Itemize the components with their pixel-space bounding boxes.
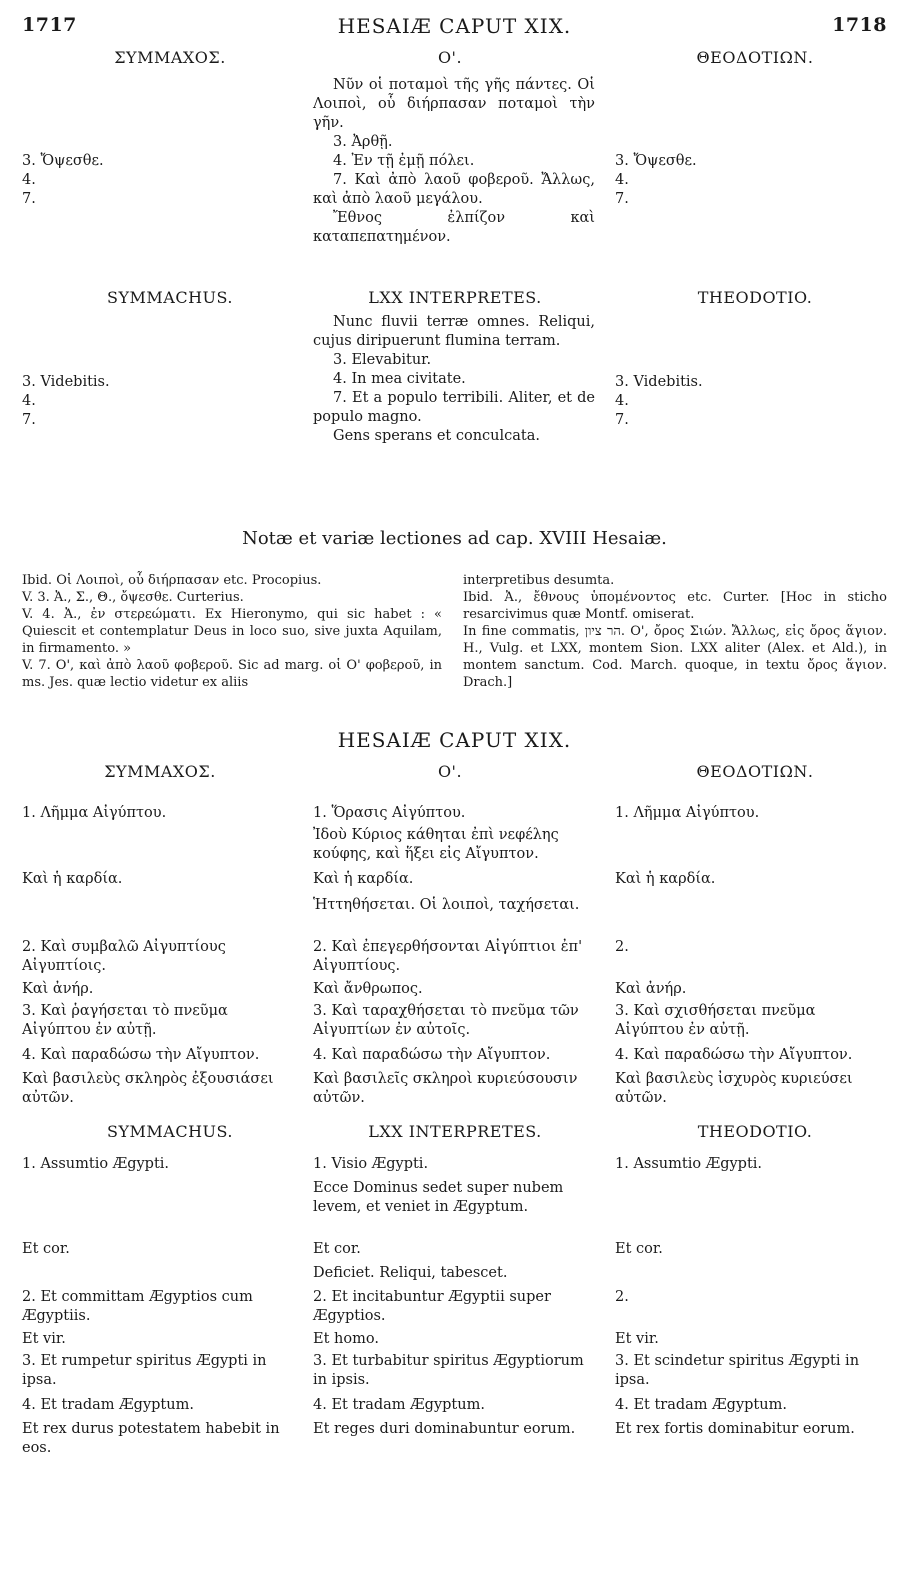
verse-cell: 3. Καὶ ταραχθήσεται τὸ πνεῦμα τῶν Αἰγυπτίων ἐν αὐτοῖς. (313, 1003, 579, 1038)
verse-cell: 1. Assumtio Ægypti. (22, 1156, 170, 1172)
latin-head-theodotio: THEODOTIO. (697, 288, 813, 307)
verse-text: 7. (22, 191, 36, 207)
greek-lxx-column (313, 76, 595, 247)
verse-text: Nunc fluvii terræ omnes. Reliqui, cujus diripuerunt flumina terram. (313, 314, 595, 349)
verse-text: Νῦν οἱ ποταμοὶ τῆς γῆς πάντες. Οἱ Λοιποὶ, οὗ διήρπασαν ποταμοὶ τὴν γῆν. (313, 77, 595, 131)
verse-cell: Καὶ ἀνήρ. (615, 981, 687, 997)
verse-cell: 4. Et tradam Ægyptum. (313, 1397, 485, 1413)
verse-cell: Et rex fortis dominabitur eorum. (615, 1421, 855, 1437)
verse-text: Gens sperans et conculcata. (333, 428, 540, 444)
verse-cell: 1. Λῆμμα Αἰγύπτου. (22, 805, 167, 821)
verse-cell: Et cor. (22, 1241, 70, 1257)
greek-theodotion-column (615, 152, 887, 209)
verse-text: 4. (22, 393, 36, 409)
latin-head-lxx: LXX INTERPRETES. (368, 288, 542, 307)
verse-text: 7. (615, 191, 629, 207)
verse-cell: 1. Ὅρασις Αἰγύπτου. (313, 805, 466, 821)
verse-text: 7. Et a populo terribili. Aliter, et de populo magno. (313, 390, 595, 425)
verse-cell: Et vir. (615, 1331, 659, 1347)
verse-cell: 4. Et tradam Ægyptum. (22, 1397, 194, 1413)
note-paragraph: V. 3. Ἀ., Σ., Θ., ὄψεσθε. Curterius. (22, 590, 244, 605)
notes-left-column (22, 572, 442, 691)
verse-text: 4. In mea civitate. (333, 371, 466, 387)
verse-cell: Καὶ ἡ καρδία. (313, 871, 414, 887)
verse-text: 7. (615, 412, 629, 428)
verse-text: 4. (615, 172, 629, 188)
verse-text: 4. (615, 393, 629, 409)
verse-cell: Καὶ ἡ καρδία. (615, 871, 716, 887)
verse-cell: 3. Καὶ ῥαγήσεται τὸ πνεῦμα Αἰγύπτου ἐν αὐτῇ. (22, 1003, 228, 1038)
verse-cell: 4. Καὶ παραδώσω τὴν Αἴγυπτον. (313, 1047, 551, 1063)
verse-cell: Et vir. (22, 1331, 66, 1347)
latin-symmachus-column (22, 373, 292, 430)
verse-cell: Καὶ βασιλεῖς σκληροὶ κυριεύσουσιν αὐτῶν. (313, 1071, 578, 1106)
verse-cell: 3. Et scindetur spiritus Ægypti in ipsa. (615, 1353, 860, 1388)
verse-text: 4. Ἐν τῇ ἐμῇ πόλει. (333, 153, 475, 169)
ch-latin-head-theodotio: THEODOTIO. (697, 1122, 813, 1141)
note-paragraph: In fine commatis, הר ציון. Ο', ὄρος Σιών. Ἄλλως, εἰς ὄρος ἅγιον. H., Vulg. et LXX, montem Sion. LXX aliter (Alex. et Ald.), in montem sanctum. Cod. March. quoque, in textu ὄρος ἅγιον. Drach.] (463, 624, 888, 690)
verse-cell: Ecce Dominus sedet super nubem levem, et veniet in Ægyptum. (313, 1180, 564, 1215)
verse-cell: 2. Καὶ ἐπεγερθήσονται Αἰγύπτιοι ἐπ' Αἰγυπτίους. (313, 939, 583, 974)
verse-cell: Καὶ βασιλεὺς ἰσχυρὸς κυριεύσει αὐτῶν. (615, 1071, 853, 1106)
verse-cell: Et rex durus potestatem habebit in eos. (22, 1421, 280, 1456)
verse-cell: Et cor. (615, 1241, 663, 1257)
verse-text: 3. Videbitis. (22, 374, 110, 390)
latin-head-symmachus: SYMMACHUS. (107, 288, 233, 307)
verse-cell: 4. Καὶ παραδώσω τὴν Αἴγυπτον. (615, 1047, 853, 1063)
verse-cell: 2. (615, 939, 629, 955)
page-number-left: 1717 (22, 14, 77, 36)
verse-cell: 4. Καὶ παραδώσω τὴν Αἴγυπτον. (22, 1047, 260, 1063)
notes-title: Notæ et variæ lectiones ad cap. XVIII Hesaiæ. (242, 528, 667, 549)
verse-cell: 1. Assumtio Ægypti. (615, 1156, 763, 1172)
verse-cell: 2. Et committam Ægyptios cum Ægyptiis. (22, 1289, 253, 1324)
verse-text: 3. Elevabitur. (333, 352, 432, 368)
verse-text: 4. (22, 172, 36, 188)
verse-text: 3. Videbitis. (615, 374, 703, 390)
verse-cell: Et reges duri dominabuntur eorum. (313, 1421, 576, 1437)
verse-cell: Ἡττηθήσεται. Οἱ λοιποὶ, ταχήσεται. (313, 897, 580, 913)
ch-latin-head-symmachus: SYMMACHUS. (107, 1122, 233, 1141)
verse-cell: 1. Λῆμμα Αἰγύπτου. (615, 805, 760, 821)
verse-cell: Ἰδοὺ Κύριος κάθηται ἐπὶ νεφέλης κούφης, καὶ ἥξει εἰς Αἴγυπτον. (313, 827, 559, 862)
verse-text: 7. (22, 412, 36, 428)
verse-text: 3. Ἀρθῇ. (333, 134, 393, 150)
verse-cell: 4. Et tradam Ægyptum. (615, 1397, 787, 1413)
greek-head-lxx: Ο'. (437, 48, 463, 67)
page-number-right: 1718 (832, 14, 887, 36)
verse-cell: Καὶ ἀνήρ. (22, 981, 94, 997)
note-paragraph: V. 7. Ο', καὶ ἀπὸ λαοῦ φοβεροῦ. Sic ad marg. οἱ Ο' φοβεροῦ, in ms. Jes. quæ lectio videtur ex aliis (22, 658, 442, 690)
verse-cell: 2. Et incitabuntur Ægyptii super Ægyptios. (313, 1289, 551, 1324)
note-paragraph: Ibid. Ἀ., ἔθνους ὑπομένοντος etc. Curter. [Hoc in sticho resarcivimus quæ Montf. omiserat. (463, 590, 887, 622)
verse-cell: Deficiet. Reliqui, tabescet. (313, 1265, 508, 1281)
verse-cell: Et homo. (313, 1331, 379, 1347)
verse-text: 3. Ὄψεσθε. (22, 153, 104, 169)
verse-cell: Et cor. (313, 1241, 361, 1257)
verse-text: Ἔθνος ἐλπίζον καὶ καταπεπατημένον. (313, 210, 595, 245)
ch-greek-head-theodotion: ΘΕΟΔΟΤΙΩΝ. (696, 762, 814, 781)
ch-greek-head-lxx: Ο'. (437, 762, 463, 781)
verse-cell: 1. Visio Ægypti. (313, 1156, 429, 1172)
notes-right-column (463, 572, 887, 691)
latin-lxx-column (313, 313, 595, 446)
running-title: HESAIÆ CAPUT XIX. (337, 14, 572, 38)
verse-cell: Καὶ ἡ καρδία. (22, 871, 123, 887)
latin-theodotio-column (615, 373, 887, 430)
verse-text: 3. Ὄψεσθε. (615, 153, 697, 169)
greek-symmachus-column (22, 152, 292, 209)
chapter-title: HESAIÆ CAPUT XIX. (337, 728, 572, 752)
verse-cell: 2. Καὶ συμβαλῶ Αἰγυπτίους Αἰγυπτίοις. (22, 939, 226, 974)
verse-cell: Καὶ βασιλεὺς σκληρὸς ἐξουσιάσει αὐτῶν. (22, 1071, 274, 1106)
verse-cell: 3. Et turbabitur spiritus Ægyptiorum in ipsis. (313, 1353, 584, 1388)
verse-text: 7. Καὶ ἀπὸ λαοῦ φοβεροῦ. Ἄλλως, καὶ ἀπὸ λαοῦ μεγάλου. (313, 172, 595, 207)
note-paragraph: interpretibus desumta. (463, 573, 615, 588)
note-paragraph: Ibid. Οἱ Λοιποὶ, οὗ διήρπασαν etc. Procopius. (22, 573, 322, 588)
greek-head-theodotion: ΘΕΟΔΟΤΙΩΝ. (696, 48, 814, 67)
ch-greek-head-symmachus: ΣΥΜΜΑΧΟΣ. (104, 762, 216, 781)
verse-cell: 3. Et rumpetur spiritus Ægypti in ipsa. (22, 1353, 267, 1388)
note-paragraph: V. 4. Ἀ., ἐν στερεώματι. Ex Hieronymo, qui sic habet : « Quiescit et contemplatur Deus in loco suo, sive juxta Aquilam, in firmamento. » (22, 607, 442, 656)
verse-cell: 3. Καὶ σχισθήσεται πνεῦμα Αἰγύπτου ἐν αὐτῇ. (615, 1003, 816, 1038)
greek-head-symmachus: ΣΥΜΜΑΧΟΣ. (114, 48, 226, 67)
verse-cell: Καὶ ἄνθρωπος. (313, 981, 423, 997)
ch-latin-head-lxx: LXX INTERPRETES. (368, 1122, 542, 1141)
verse-cell: 2. (615, 1289, 629, 1305)
